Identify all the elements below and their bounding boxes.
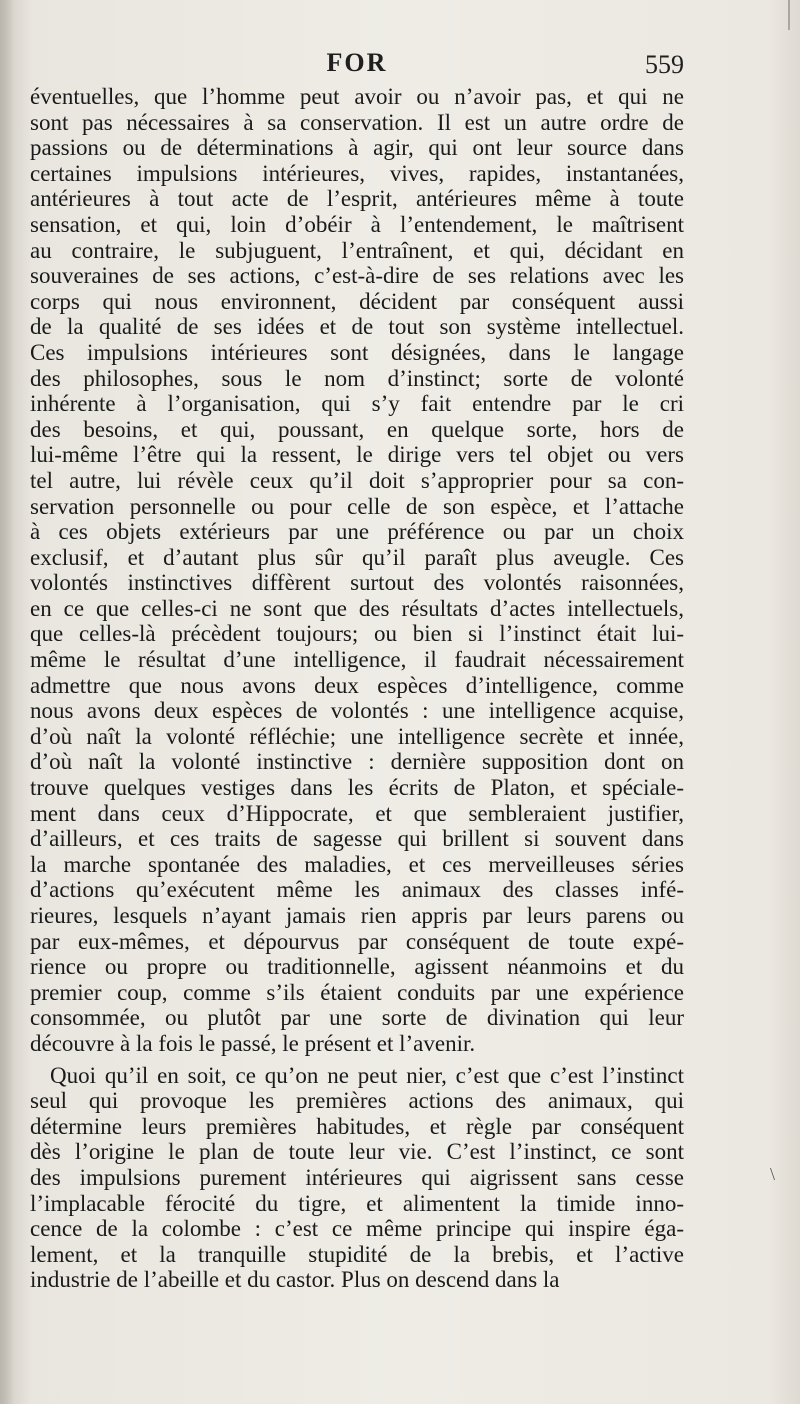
body-text [30, 84, 684, 1293]
text-line: seul qui provoque les premières actions des animaux, qui [30, 1088, 684, 1114]
text-line: d’où naît la volonté réfléchie; une intelligence secrète et innée, [30, 723, 684, 749]
text-line: des impulsions purement intérieures qui aigrissent sans cesse [30, 1164, 684, 1190]
text-line: dès l’origine le plan de toute leur vie. C’est l’instinct, ce sont [30, 1139, 684, 1165]
text-line: premier coup, comme s’ils étaient conduits par une expérience [30, 979, 684, 1005]
text-line: inhérente à l’organisation, qui s’y fait entendre par le cri [30, 391, 684, 417]
text-line: d’actions qu’exécutent même les animaux des classes infé- [30, 877, 684, 903]
text-line: de la qualité de ses idées et de tout son système intellectuel. [30, 314, 684, 340]
text-line: admettre que nous avons deux espèces d’intelligence, comme [30, 672, 684, 698]
page-header [30, 48, 684, 88]
text-line: d’où naît la volonté instinctive : dernière supposition dont on [30, 749, 684, 775]
text-line: des besoins, et qui, poussant, en quelque sorte, hors de [30, 416, 684, 442]
text-line: à ces objets extérieurs par une préférence ou par un choix [30, 519, 684, 545]
text-line: servation personnelle ou pour celle de son espèce, et l’attache [30, 493, 684, 519]
paragraph [30, 1063, 684, 1293]
text-line: que celles-là précèdent toujours; ou bien si l’instinct était lui- [30, 621, 684, 647]
text-line: d’ailleurs, et ces traits de sagesse qui brillent si souvent dans [30, 826, 684, 852]
text-line: lui-même l’être qui la ressent, le dirige vers tel objet ou vers [30, 442, 684, 468]
text-line: certaines impulsions intérieures, vives, rapides, instantanées, [30, 160, 684, 186]
text-line: tel autre, lui révèle ceux qu’il doit s’approprier pour sa con- [30, 467, 684, 493]
text-line: même le résultat d’une intelligence, il faudrait nécessairement [30, 647, 684, 673]
text-line: cence de la colombe : c’est ce même principe qui inspire éga- [30, 1216, 684, 1242]
text-line: en ce que celles-ci ne sont que des résultats d’actes intellectuels, [30, 595, 684, 621]
text-line: ment dans ceux d’Hippocrate, et que sembleraient justifier, [30, 800, 684, 826]
text-line: l’implacable férocité du tigre, et alimentent la timide inno- [30, 1190, 684, 1216]
text-line: sensation, et qui, loin d’obéir à l’entendement, le maîtrisent [30, 211, 684, 237]
text-line: par eux-mêmes, et dépourvus par conséquent de toute expé- [30, 928, 684, 954]
text-line: nous avons deux espèces de volontés : une intelligence acquise, [30, 698, 684, 724]
text-line: volontés instinctives diffèrent surtout des volontés raisonnées, [30, 570, 684, 596]
running-head: FOR [326, 48, 388, 77]
text-line: rieures, lesquels n’ayant jamais rien appris par leurs parens ou [30, 903, 684, 928]
text-line: éventuelles, que l’homme peut avoir ou n’avoir pas, et qui ne [30, 84, 684, 109]
text-line: antérieures à tout acte de l’esprit, antérieures même à toute [30, 186, 684, 212]
text-line: corps qui nous environnent, décident par conséquent aussi [30, 288, 684, 314]
text-line: passions ou de déterminations à agir, qui ont leur source dans [30, 135, 684, 161]
text-line: rience ou propre ou traditionnelle, agissent néanmoins et du [30, 954, 684, 980]
text-line: détermine leurs premières habitudes, et règle par conséquent [30, 1113, 684, 1139]
text-line: exclusif, et d’autant plus sûr qu’il paraît plus aveugle. Ces [30, 544, 684, 570]
text-line: découvre à la fois le passé, le présent et l’avenir. [30, 1030, 476, 1056]
text-line: au contraire, le subjuguent, l’entraînent, et qui, décidant en [30, 237, 684, 263]
text-line: sont pas nécessaires à sa conservation. Il est un autre ordre de [30, 109, 684, 135]
text-line: trouve quelques vestiges dans les écrits de Platon, et spéciale- [30, 775, 684, 801]
text-line: lement, et la tranquille stupidité de la brebis, et l’active [30, 1241, 684, 1267]
margin-mark: \ [770, 1164, 776, 1184]
paragraph [30, 84, 684, 1057]
text-line: Quoi qu’il en soit, ce qu’on ne peut nier, c’est que c’est l’instinct [50, 1062, 684, 1088]
text-line: des philosophes, sous le nom d’instinct; sorte de volonté [30, 365, 684, 391]
text-line: souveraines de ses actions, c’est-à-dire de ses relations avec les [30, 263, 684, 289]
text-line: industrie de l’abeille et du castor. Plus on descend dans la [30, 1267, 560, 1293]
page-edge-mark [788, 0, 790, 30]
text-line: consommée, ou plutôt par une sorte de divination qui leur [30, 1005, 684, 1031]
page-number: 559 [645, 50, 684, 79]
text-line: la marche spontanée des maladies, et ces merveilleuses séries [30, 851, 684, 877]
text-line: Ces impulsions intérieures sont désignées, dans le langage [30, 339, 684, 365]
page-gutter-shadow [0, 0, 14, 1404]
